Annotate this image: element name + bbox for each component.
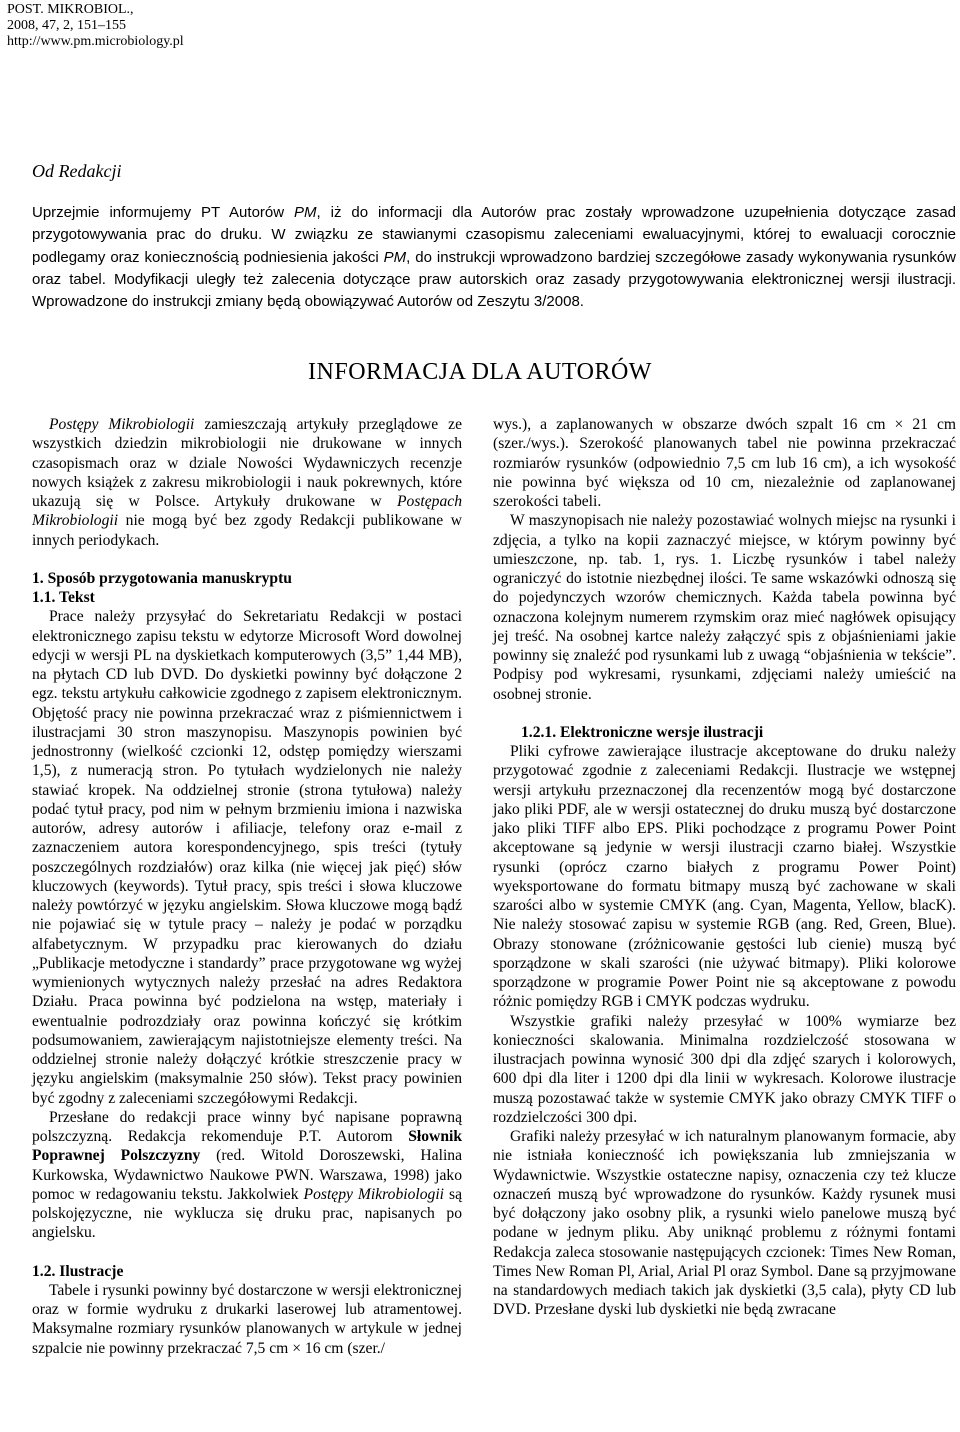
- text-paragraph: Wszystkie grafiki należy przesyłać w 100% wymiarze bez konieczności skalowania. Minimalna rozdzielczość stosowana w ilustracjach powinna wynosić 300 dpi dla zdjęć szarych i kolorowych, 600 dpi dla liter i 1200 dpi dla linii w wykresach. Kolorowe ilustracje muszą pozostawać także w systemie CMYK jako obrazy CMYK TIFF o rozdzielczości 300 dpi.: [493, 1012, 956, 1126]
- masthead: [7, 2, 184, 50]
- editorial-pm: PM: [294, 204, 317, 221]
- text-paragraph: Tabele i rysunki powinny być dostarczone w wersji elektronicznej oraz w formie wydruku z drukarki laserowej lub atramentowej. Maksymalne rozmiary rysunków planowanych w artykule w jednej szpalcie nie powinny przekraczać 7,5 cm × 16 cm (szer./: [32, 1281, 462, 1357]
- editorial-text: Uprzejmie informujemy PT Autorów: [32, 204, 295, 221]
- intro-text: zamieszczają artykuły przeglądowe ze wszystkich dziedzin mikrobiologii nie drukowane w innych czasopismach oraz w dziale Nowości Wydawniczych recenzje nowych książek z zakresu mikrobiologii i nauk pokrewnych, które ukazują się w Polsce. Artykuły drukowane w: [32, 416, 462, 510]
- journal-title-italic: Postępy Mikrobiologii: [303, 1185, 444, 1203]
- section-heading-1-2-1: 1.2.1. Elektroniczne wersje ilustracji: [521, 723, 764, 741]
- text-paragraph: W maszynopisach nie należy pozostawiać wolnych miejsc na rysunki i zdjęcia, a tylko na kopii zaznaczyć miejsce, w którym powinny być umieszczone, np. tab. 1, rys. 1. Liczbę rysunków i tabel należy ograniczyć do istotnie niezbędnej ilości. Te same wskazówki odnoszą się do pojedynczych wzorów chemicznych. Każda tabela powinna być oznaczona kolejnym numerem rzymskim oraz mieć nagłówek opisujący jej treść. Na osobnej kartce należy załączyć spis z objaśnieniami jakie powinny się znaleźć pod rysunkami lub z uwagą “objaśnienia w tekście”. Podpisy pod wykresami, rysunkami, zdjęciami należy umieścić na osobnej stronie.: [493, 512, 956, 703]
- journal-url[interactable]: http://www.pm.microbiology.pl: [7, 34, 184, 49]
- left-column: [32, 415, 462, 1358]
- text-paragraph: Grafiki należy przesyłać w ich naturalnym planowanym formacie, aby nie istniała konieczność ich powiększania lub zmniejszania w Wydawnictwie. Wszystkie ostateczne napisy, oznaczenia czy też klucze oznaczeń muszą być wprowadzone do rysunków. Każdy rysunek musi być dołączony jako osobny plik, a rysunki wielo panelowe muszą być podane w jednym pliku. Aby uniknąć problemu z różnymi fontami Redakcja zaleca stosowanie następujących czcionek: Times New Roman, Times New Roman Pl, Arial, Arial Pl oraz Symbol. Dane są przyjmowane na standardowych mediach takich jak dyskietki (3,5 cala), płyty CD lub DVD. Przesłane dyski lub dyskietki nie będą zwracane: [493, 1128, 956, 1319]
- journal-title-italic: Postępy Mikrobiologii: [49, 416, 195, 433]
- text-paragraph: wys.), a zaplanowanych w obszarze dwóch szpalt 16 cm × 21 cm (szer./wys.). Szerokość planowanych tabel nie powinna przekraczać rozmiarów rysunków (odpowiednio 7,5 cm lub 16 cm), a ich wysokość nie powinna być większa od 10 cm, niezależnie od zaplanowanej szerokości tabeli.: [493, 416, 956, 510]
- intro-paragraph: [32, 415, 462, 550]
- section-heading-1: 1. Sposób przygotowania manuskryptu: [32, 569, 292, 587]
- editorial-note: [32, 160, 956, 313]
- journal-name: POST. MIKROBIOL.,: [7, 2, 134, 17]
- dictionary-title: Słownik Poprawnej Polszczyzny: [32, 1128, 462, 1165]
- text-paragraph: Przesłane do redakcji prace winny być napisane poprawną polszczyzną. Redakcja rekomenduje P.T. Autorom Słownik Poprawnej Polszczyzny (red. Witold Doroszewski, Halina Kurkowska, Wydawnictwo Naukowe PWN. Warszawa, 1998) jako pomoc w redagowaniu tekstu. Jakkolwiek Postępy Mikrobiologii są polskojęzyczne, nie wyklucza się druku prac, napisanych po angielsku.: [32, 1108, 462, 1242]
- editorial-text: , iż do informacji dla Autorów prac zostały wprowadzone uzupełnienia dotyczące zasad przygotowywania prac do druku. W związku ze stawianymi czasopismu zaleceniami ewaluacyjnymi, której to ewaluacji corocznie podlegamy oraz koniecznością podniesienia jakości: [32, 204, 957, 266]
- text-paragraph: Pliki cyfrowe zawierające ilustracje akceptowane do druku należy przygotować zgodnie z zaleceniami Redakcji. Ilustracje we wstępnej wersji artykułu przeznaczonej dla recenzentów mogą być dostarczone jako pliki PDF, ale w wersji ostatecznej do druku muszą być dostarczone jako pliki TIFF albo EPS. Pliki pochodzące z programu Power Point akceptowane są jedynie w wersji ilustracji czarno białej. Wszystkie rysunki (oprócz czarno białych z programu Power Point) wyeksportowane do formatu bitmapy muszą być zachowane w skali szarości albo w systemie CMYK (ang. Cyan, Magenta, Yellow, blacK). Nie należy stosować zapisu w systemie RGB (ang. Red, Green, Blue). Obrazy stonowane (zróżnicowanie gęstości lub cienie) muszą być sporządzone w skali szarości (nie używać bitmapy). Pliki kolorowe sporządzone w programie Power Point nie są akceptowane z powodu różnic pomiędzy RGB i CMYK podczas wydruku.: [493, 743, 956, 1011]
- editorial-text: , do instrukcji wprowadzono bardziej szczegółowe zasady wykonywania rysunków oraz tabel. Modyfikacji uległy też zalecenia dotyczące praw autorskich oraz zasady przygotowywania elektronicznej wersji ilustracji. Wprowadzone do instrukcji zmiany będą obowiązywać Autorów od Zeszytu 3/2008.: [32, 248, 957, 311]
- editorial-body: [32, 202, 956, 313]
- section-heading-1-2: 1.2. Ilustracje: [32, 1262, 124, 1280]
- page-title: INFORMACJA DLA AUTORÓW: [308, 359, 652, 385]
- text-paragraph: Prace należy przysyłać do Sekretariatu Redakcji w postaci elektronicznego zapisu tekstu w edytorze Microsoft Word dowolnej edycji w wersji PL na dyskietkach komputerowych (3,5” 1,44 MB), na płytach CD lub DVD. Do dyskietki powinny być dołączone 2 egz. tekstu artykułu całkowicie zgodnego z zapisem elektronicznym. Objętość pracy nie powinna przekraczać wraz z piśmiennictwem i ilustracjami 30 stron maszynopisu. Maszynopis powinien być jednostronny (wielkość czcionki 12, odstęp pomiędzy wierszami 1,5), z numeracją stron. Po tytułach wydzielonych nie należy stawiać kropek. Na oddzielnej stronie (strona tytułowa) należy podać tytuł pracy, pod nim w pełnym brzmieniu imiona i nazwiska autorów, adresy autorów i afiliacje, telefony oraz e-mail z zaznaczeniem autora korespondencyjnego, spis treści (tytuły poszczególnych rozdziałów) oraz kilka (nie więcej jak pięć) słów kluczowych (keywords). Tytuł pracy, spis treści i słowa kluczowe należy powtórzyć w języku angielskim. Słowa kluczowe mogą bądź nie pojawiać się w tytule pracy – należy je podać w porządku alfabetycznym. W przypadku prac kierowanych do działu „Publikacje metodyczne i standardy” prace przygotowane wg wyżej wymienionych wytycznych należy przesłać na adres Redaktora Działu. Praca powinna być podzielona na wstęp, materiały i ewentualnie podrozdziały oraz powinna kończyć się krótkim podsumowaniem, zawierającym najistotniejsze elementy treści. Na oddzielnej stronie należy dołączyć krótkie streszczenie pracy w języku angielskim (maksymalnie 250 słów). Tekst pracy powinien być zgodny z zaleceniami szczegółowymi Redakcji.: [32, 608, 462, 1107]
- right-column: [493, 415, 956, 1320]
- journal-title-italic: Postępach Mikrobiologii: [32, 493, 462, 530]
- editorial-heading: Od Redakcji: [32, 161, 122, 181]
- journal-issue: 2008, 47, 2, 151–155: [7, 18, 126, 33]
- section-heading-1-1: 1.1. Tekst: [32, 589, 95, 606]
- intro-text: nie mogą być bez zgody Redakcji publikowane w innych periodykach.: [32, 512, 462, 549]
- editorial-pm: PM: [383, 248, 407, 266]
